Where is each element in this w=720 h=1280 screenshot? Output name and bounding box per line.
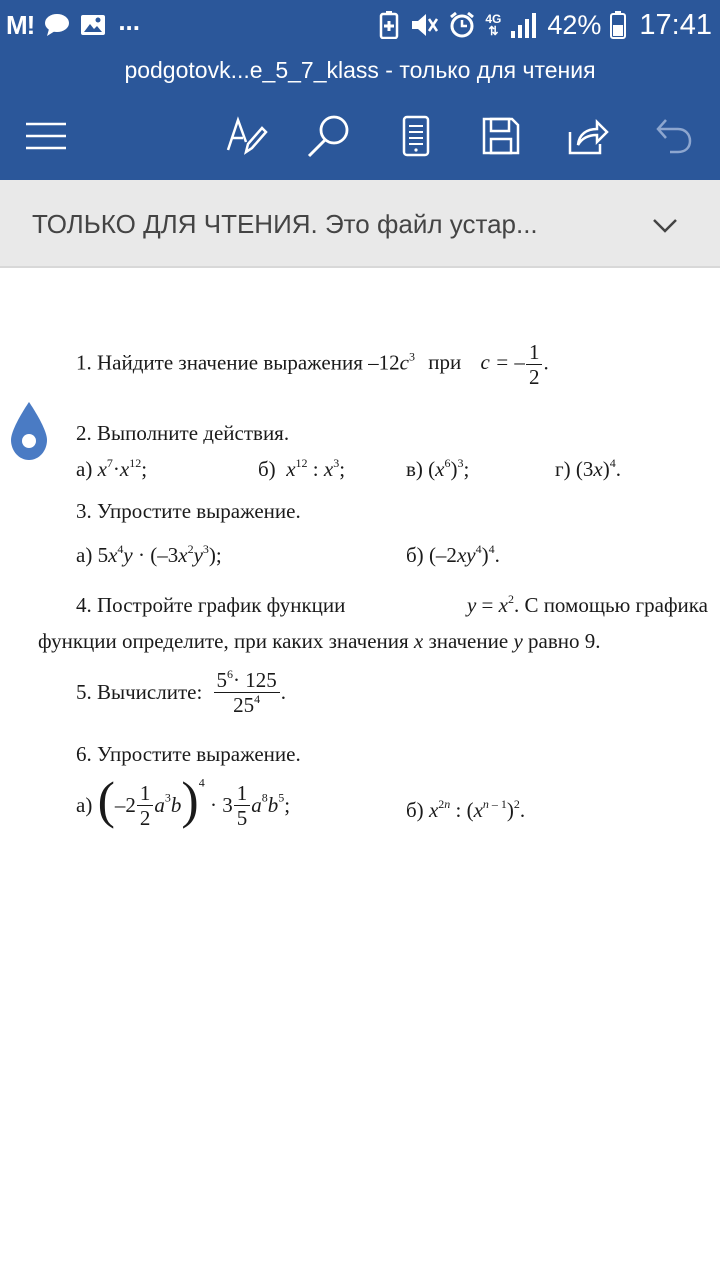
search-button[interactable] [305, 112, 353, 160]
status-right [378, 8, 712, 42]
mobile-view-icon [401, 115, 431, 157]
clock: 17:41 [639, 8, 712, 41]
banner-text: ТОЛЬКО ДЛЯ ЧТЕНИЯ. Это файл устар... [32, 209, 538, 239]
battery-saver-icon [378, 11, 400, 39]
toolbar [0, 90, 720, 180]
chevron-down-icon[interactable] [650, 210, 680, 240]
task-5: 5. Вычислите: $\frac{5^6\cdot 125}{25^4}$ . [76, 667, 287, 717]
status-left [6, 5, 140, 42]
alarm-icon [448, 11, 476, 39]
share-icon [567, 116, 609, 156]
signal-icon [510, 11, 538, 39]
battery-icon [610, 11, 626, 39]
search-icon [306, 113, 352, 159]
document-page[interactable] [0, 270, 720, 1280]
image-icon [80, 13, 106, 37]
mobile-view-button[interactable] [392, 112, 440, 160]
task-2-a: а) $x^7\cdot x^{12}$; [76, 456, 148, 481]
data-arrows-icon: ⇅ [488, 24, 499, 38]
task-1: 1. Найдите значение выражения $-12c^3$ при c = – $\frac{1}{2}$ . [76, 340, 549, 389]
task-2-g: г) $(3x)^4$. [555, 456, 621, 481]
task-2-v: в) $(x^6)^3$; [406, 456, 470, 481]
fraction-one-half: $\frac{1}{2}$ [526, 340, 543, 389]
undo-icon [654, 116, 694, 156]
fraction-expression: $\frac{5^6\cdot 125}{25^4}$ [214, 668, 280, 717]
network-type: 4G ⇅ [485, 12, 502, 38]
cursor-drop-icon[interactable] [8, 400, 50, 462]
battery-percent: 42% [547, 9, 602, 40]
menu-button[interactable] [22, 112, 70, 160]
font-pen-icon [224, 114, 268, 158]
status-bar [0, 0, 720, 50]
mute-icon [409, 11, 439, 39]
undo-button[interactable] [650, 112, 698, 160]
document-title: podgotovk...e_5_7_klass - только для чтения [0, 50, 720, 90]
save-icon [481, 116, 521, 156]
task-3-title: 3. Упростите выражение. [76, 499, 301, 523]
task-6-a: а) (–2 $\frac{1}{2}$ $a^3b)^4 \cdot 3$ $\frac{1}{5}$ $a^8b^5$; [76, 772, 291, 830]
task-3-b: б) $(-2xy^4)^4$. [406, 542, 500, 567]
chat-bubble-icon [44, 13, 70, 37]
hamburger-icon [24, 121, 68, 151]
task-4-line-1: 4. Постройте график функции $y = x^2$. С помощью графика [76, 592, 708, 617]
edit-button[interactable] [222, 112, 270, 160]
save-button[interactable] [477, 112, 525, 160]
overflow-indicator: ... [118, 5, 140, 36]
task-6-title: 6. Упростите выражение. [76, 742, 301, 766]
task-2-title: 2. Выполните действия. [76, 421, 290, 445]
share-button[interactable] [564, 112, 612, 160]
m-notification-icon: M! [6, 9, 35, 40]
task-6-b: б) $x^{2n}$ : $(x^{n - 1})^2$. [406, 797, 526, 822]
task-3-a: а) $5x^4y \cdot (-3x^2y^3)$; [76, 542, 222, 567]
task-4-line-2: функции определите, при каких значения x значение y равно 9. [38, 629, 601, 653]
task-2-b: б) $x^{12}$ : $x^3$; [258, 456, 346, 481]
read-only-banner[interactable] [0, 180, 720, 268]
